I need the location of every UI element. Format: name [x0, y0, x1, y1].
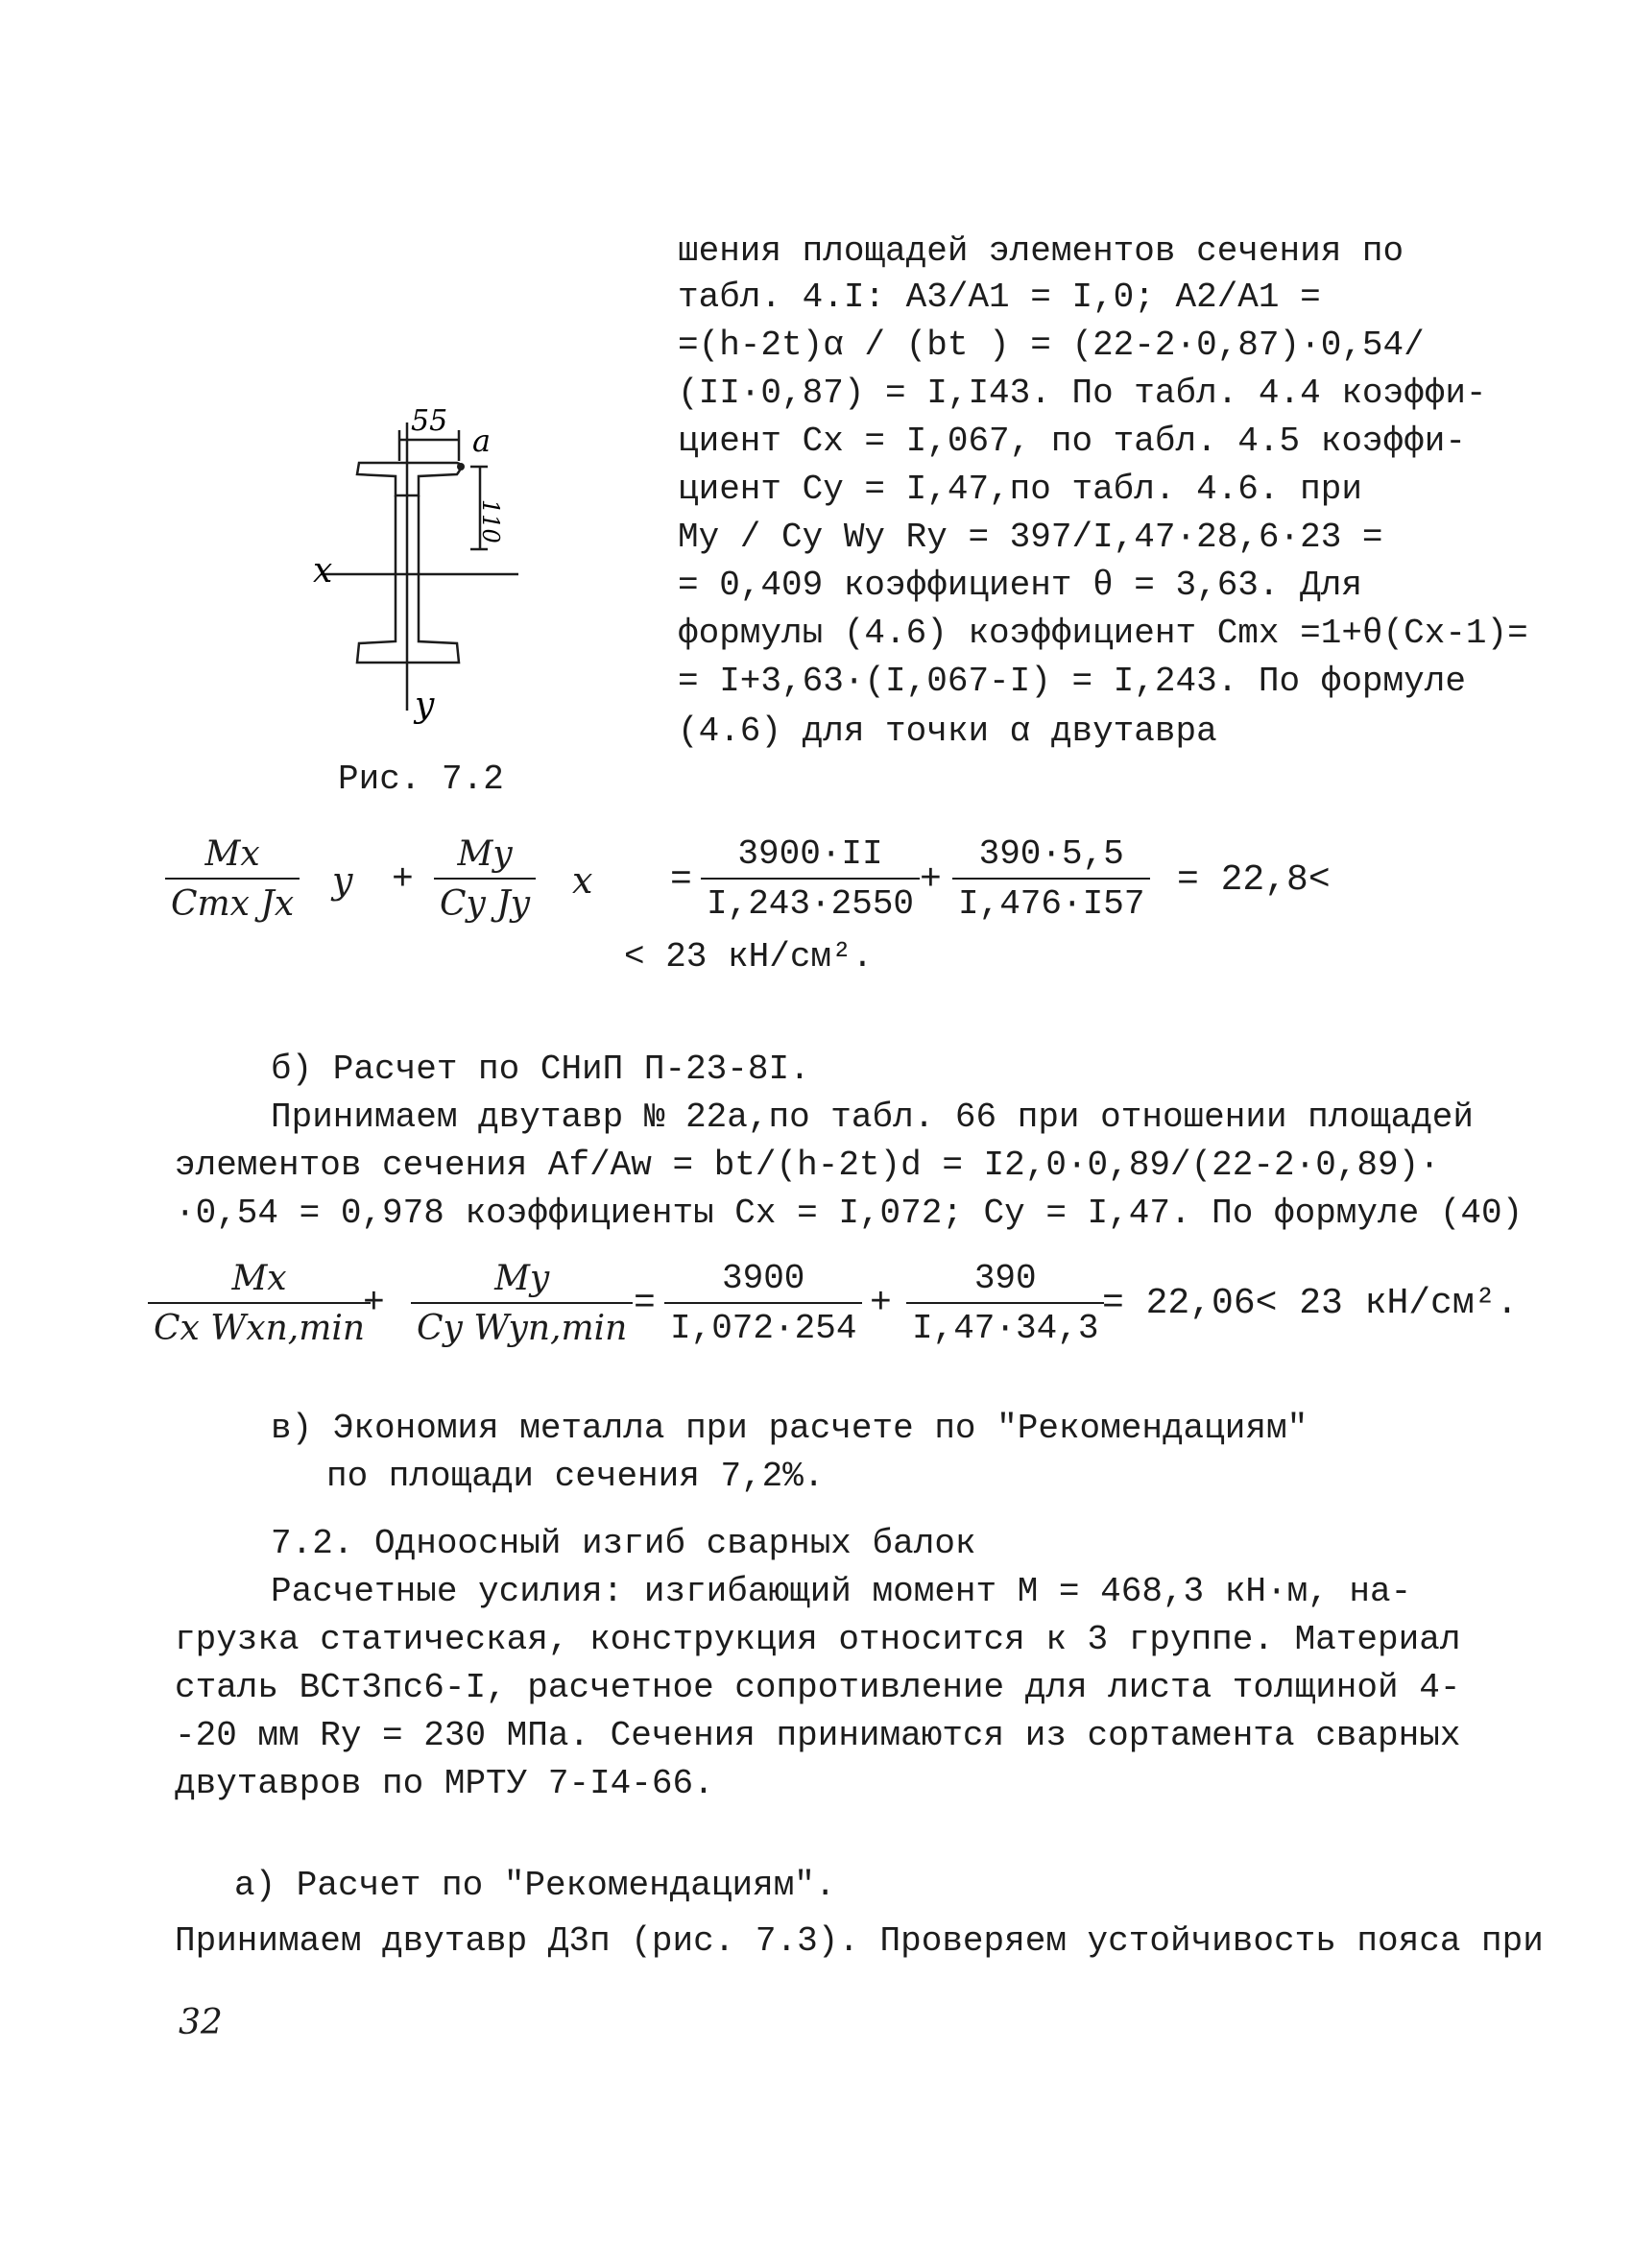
text-line: формулы (4.6) коэффициент Cmx =1+θ(Cx-1)=	[678, 614, 1528, 653]
section-72-heading: 7.2. Одноосный изгиб сварных балок	[271, 1524, 976, 1563]
formula2-value1-den: I,072·254	[670, 1309, 857, 1348]
formula1-mult-x: x	[572, 859, 593, 902]
fraction-bar	[148, 1302, 371, 1304]
axis-x-label: x	[313, 551, 333, 591]
figure-caption: Рис. 7.2	[338, 760, 504, 799]
text-line: (4.6) для точки α двутавра	[678, 712, 1217, 751]
formula2-result: = 22,06< 23 кН/см².	[1102, 1283, 1519, 1324]
section-v-line1: в) Экономия металла при расчете по "Рекомендациям"	[271, 1409, 1308, 1448]
i-beam-figure	[288, 384, 538, 749]
section-72-line: Расчетные усилия: изгибающий момент M = 468,3 кН·м, на-	[271, 1572, 1412, 1611]
section-72-line: сталь ВСт3пс6-I, расчетное сопротивление для листа толщиной 4-	[175, 1668, 1461, 1707]
formula1-term2	[434, 833, 536, 926]
text-line: =(h-2t)α / (bt ) = (22-2·0,87)·0,54/	[678, 326, 1425, 365]
dim-width-label: 55	[411, 404, 448, 438]
formula1-term2-den: Cy Jy	[440, 884, 531, 924]
formula2-value2-num: 390	[973, 1259, 1037, 1298]
formula2-term1	[148, 1258, 371, 1350]
section-v-line2: по площади сечения 7,2%.	[326, 1457, 825, 1496]
formula1-term1	[165, 833, 300, 926]
point-a-label: a	[472, 422, 492, 459]
section-72-line: двутавров по МРТУ 7-I4-66.	[175, 1764, 714, 1803]
section-a-line: Принимаем двутавр Д3п (рис. 7.3). Проверяем устойчивость пояса при	[175, 1921, 1544, 1961]
formula2-term2	[411, 1258, 633, 1350]
text-line: = I+3,63·(I,067-I) = I,243. По формуле	[678, 662, 1466, 701]
formula2-value2-den: I,47·34,3	[912, 1309, 1099, 1348]
fraction-bar	[952, 878, 1150, 880]
formula2-term2-den: Cy Wyn,min	[417, 1309, 628, 1348]
section-a-heading: а) Расчет по "Рекомендациям".	[234, 1866, 836, 1905]
formula1-value2	[952, 833, 1150, 926]
section-b-line: ·0,54 = 0,978 коэффициенты Cx = I,072; Cy = I,47. По формуле (40)	[175, 1194, 1524, 1233]
axis-y-label: y	[415, 686, 435, 725]
fraction-bar	[906, 1302, 1104, 1304]
formula1-continuation: < 23 кН/см².	[624, 937, 874, 977]
formula1-mult-y: y	[332, 859, 353, 902]
formula1-value1	[701, 833, 920, 926]
fraction-bar	[701, 878, 920, 880]
page-number: 32	[179, 2003, 223, 2042]
formula2-plus2: +	[870, 1283, 892, 1324]
formula1-value2-num: 390·5,5	[978, 834, 1124, 874]
formula1-term2-num: My	[457, 834, 513, 874]
formula1-plus2: +	[920, 859, 942, 901]
dim-height-label: 110	[477, 499, 504, 543]
formula1-value1-num: 3900·II	[737, 834, 883, 874]
formula1-value1-den: I,243·2550	[707, 884, 915, 924]
text-line: циент Cx = I,067, по табл. 4.5 коэффи-	[678, 422, 1466, 461]
formula2-value2	[906, 1258, 1104, 1350]
point-a	[457, 463, 465, 470]
formula1-value2-den: I,476·I57	[958, 884, 1145, 924]
section-b-line: Принимаем двутавр № 22а,по табл. 66 при отношении площадей	[271, 1098, 1475, 1137]
text-line: циент Cy = I,47,по табл. 4.6. при	[678, 470, 1362, 509]
section-72-line: грузка статическая, конструкция относится к 3 группе. Материал	[175, 1620, 1461, 1659]
formula2-eq: =	[634, 1283, 656, 1324]
section-b-heading: б) Расчет по СНиП П-23-8I.	[271, 1050, 810, 1089]
formula1-term1-num: Mx	[204, 834, 260, 874]
formula1-plus: +	[392, 859, 414, 901]
top-flange	[357, 463, 461, 495]
section-b-line: элементов сечения Af/Aw = bt/(h-2t)d = I2,0·0,89/(22-2·0,89)·	[175, 1146, 1440, 1185]
text-line: My / Cy Wy Ry = 397/I,47·28,6·23 =	[678, 518, 1383, 557]
fraction-bar	[434, 878, 536, 880]
text-line: (II·0,87) = I,I43. По табл. 4.4 коэффи-	[678, 374, 1487, 413]
formula1-result: = 22,8<	[1177, 859, 1331, 901]
formula2-value1-num: 3900	[722, 1259, 805, 1298]
fraction-bar	[664, 1302, 862, 1304]
formula2-value1	[664, 1258, 862, 1350]
text-line: табл. 4.I: A3/A1 = I,0; A2/A1 =	[678, 277, 1321, 317]
formula1-eq: =	[670, 859, 692, 901]
formula1-term1-den: Cmx Jx	[171, 884, 295, 924]
formula2-term1-num: Mx	[231, 1259, 287, 1298]
formula2-plus: +	[363, 1283, 385, 1324]
section-72-line: -20 мм Ry = 230 МПа. Сечения принимаются из сортамента сварных	[175, 1716, 1461, 1755]
formula2-term2-num: My	[494, 1259, 550, 1298]
fraction-bar	[165, 878, 300, 880]
text-line: шения площадей элементов сечения по	[678, 231, 1404, 271]
formula2-term1-den: Cx Wxn,min	[154, 1309, 366, 1348]
fraction-bar	[411, 1302, 633, 1304]
text-line: = 0,409 коэффициент θ = 3,63. Для	[678, 566, 1362, 605]
